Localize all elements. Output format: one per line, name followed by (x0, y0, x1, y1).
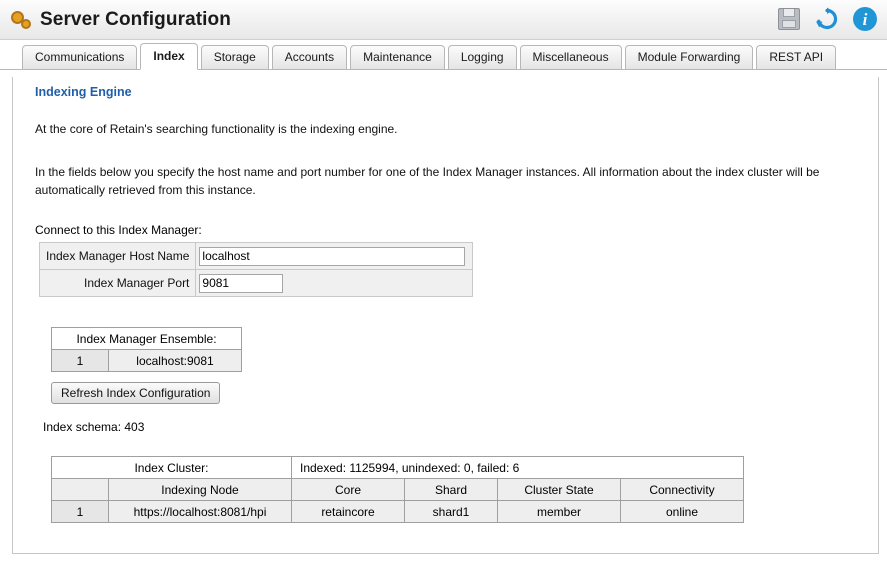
refresh-button[interactable] (813, 5, 841, 33)
cluster-title: Index Cluster: (52, 457, 292, 479)
index-manager-ensemble-table (51, 327, 242, 372)
cluster-row-core: retaincore (292, 501, 405, 523)
cluster-row-node: https://localhost:8081/hpi (109, 501, 292, 523)
host-row (40, 243, 473, 270)
table-row (52, 501, 744, 523)
tab-maintenance[interactable]: Maintenance (350, 45, 445, 70)
port-row (40, 270, 473, 297)
info-icon: i (853, 7, 877, 31)
refresh-index-configuration-button[interactable]: Refresh Index Configuration (51, 382, 220, 404)
intro-paragraph: At the core of Retain's searching functionality is the indexing engine. (35, 122, 398, 136)
cluster-row-state: member (498, 501, 621, 523)
port-field-cell (196, 270, 473, 297)
column-header-indexing-node: Indexing Node (109, 479, 292, 501)
save-icon (778, 8, 800, 30)
ensemble-row-address: localhost:9081 (109, 350, 242, 372)
cluster-row-number: 1 (52, 501, 109, 523)
info-button[interactable] (851, 5, 879, 33)
cluster-header-row (52, 457, 744, 479)
index-schema-status: Index schema: 403 (43, 420, 145, 435)
connect-label: Connect to this Index Manager: (35, 223, 202, 238)
tab-rest-api[interactable]: REST API (756, 45, 836, 70)
ensemble-row-number: 1 (52, 350, 109, 372)
index-manager-port-input[interactable] (199, 274, 283, 293)
index-settings-panel (12, 77, 879, 554)
titlebar-actions (775, 5, 879, 33)
index-manager-form (39, 242, 473, 297)
table-row (52, 350, 242, 372)
app-gears-icon (10, 8, 34, 32)
cluster-column-header-row (52, 479, 744, 501)
column-header-cluster-state: Cluster State (498, 479, 621, 501)
ensemble-header-row (52, 328, 242, 350)
tab-communications[interactable]: Communications (22, 45, 137, 70)
tab-storage[interactable]: Storage (201, 45, 269, 70)
column-header-blank (52, 479, 109, 501)
page-title: Server Configuration (40, 8, 231, 30)
tab-index[interactable]: Index (140, 43, 197, 70)
cluster-status: Indexed: 1125994, unindexed: 0, failed: 6 (292, 457, 744, 479)
tab-accounts[interactable]: Accounts (272, 45, 347, 70)
tab-logging[interactable]: Logging (448, 45, 517, 70)
section-heading: Indexing Engine (35, 85, 132, 99)
cluster-row-connectivity: online (621, 501, 744, 523)
instructions-paragraph: In the fields below you specify the host name and port number for one of the Index Manager instances. All information about the index cluster will be automatically retrieved from this instance. (35, 165, 820, 197)
host-label: Index Manager Host Name (40, 243, 196, 270)
port-label: Index Manager Port (40, 270, 196, 297)
tab-module-forwarding[interactable]: Module Forwarding (625, 45, 754, 70)
column-header-connectivity: Connectivity (621, 479, 744, 501)
refresh-icon (815, 7, 839, 31)
host-field-cell (196, 243, 473, 270)
tab-miscellaneous[interactable]: Miscellaneous (520, 45, 622, 70)
cluster-row-shard: shard1 (405, 501, 498, 523)
tabstrip (0, 40, 887, 70)
column-header-core: Core (292, 479, 405, 501)
index-cluster-table (51, 456, 744, 523)
index-manager-host-input[interactable] (199, 247, 465, 266)
ensemble-title: Index Manager Ensemble: (52, 328, 242, 350)
titlebar (0, 0, 887, 40)
column-header-shard: Shard (405, 479, 498, 501)
save-button[interactable] (775, 5, 803, 33)
